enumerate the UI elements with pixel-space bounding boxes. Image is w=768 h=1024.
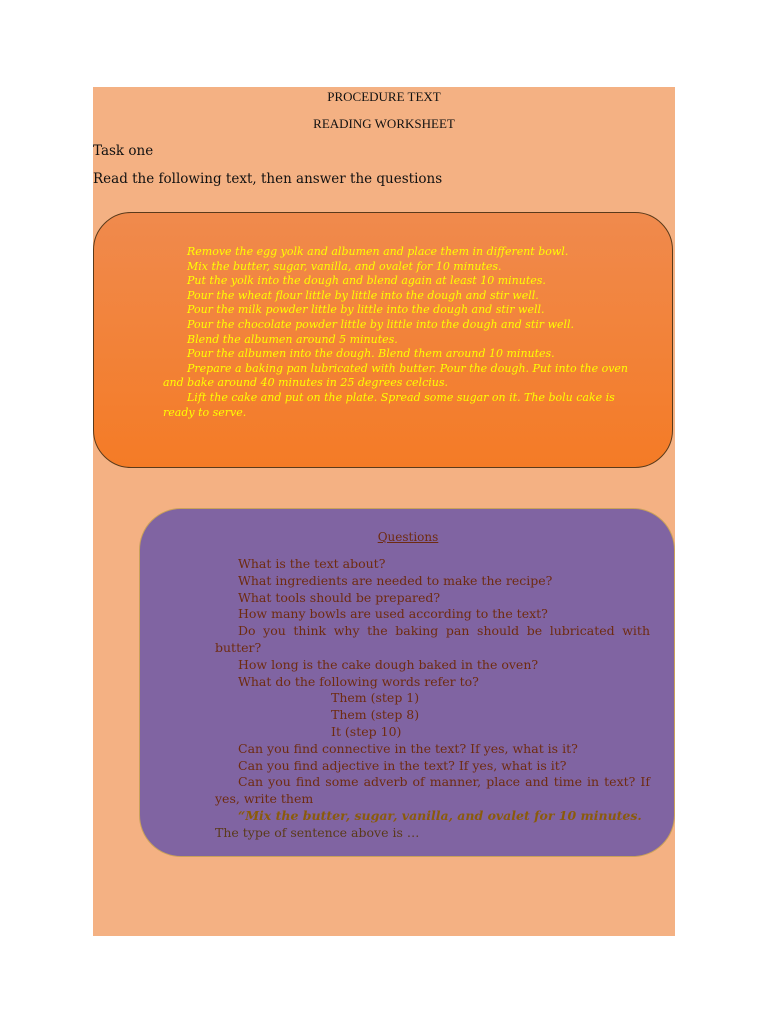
question-item: What do the following words refer to? bbox=[238, 673, 479, 689]
question-item: What ingredients are needed to make the recipe? bbox=[238, 572, 553, 588]
recipe-step: Prepare a baking pan lubricated with butter. Pour the dough. Put into the oven and bake around 40 minutes in 25 degrees celcius. bbox=[163, 361, 629, 390]
recipe-steps bbox=[163, 245, 643, 420]
final-question: The type of sentence above is … bbox=[215, 824, 420, 840]
question-item: Can you find adjective in the text? If yes, what is it? bbox=[238, 757, 567, 773]
reference-item: Them (step 1) bbox=[331, 690, 420, 706]
recipe-step: Mix the butter, sugar, vanilla, and ovalet for 10 minutes. bbox=[187, 259, 502, 273]
recipe-step: Remove the egg yolk and albumen and place them in different bowl. bbox=[187, 245, 569, 258]
questions-heading: Questions bbox=[377, 530, 439, 544]
task-label: Task one bbox=[93, 143, 154, 159]
recipe-step: Pour the chocolate powder little by little into the dough and stir well. bbox=[187, 317, 575, 331]
recipe-step: Pour the milk powder little by little into the dough and stir well. bbox=[187, 303, 545, 317]
reference-item: Them (step 8) bbox=[331, 707, 420, 723]
worksheet-page bbox=[93, 87, 675, 936]
recipe-step: Lift the cake and put on the plate. Spread some sugar on it. The bolu cake is ready to serve. bbox=[163, 390, 615, 419]
recipe-box bbox=[93, 212, 673, 468]
page-title: PROCEDURE TEXT bbox=[327, 89, 441, 104]
question-item: Can you find some adverb of manner, place and time in text? If yes, write them bbox=[215, 774, 650, 807]
question-item: How long is the cake dough baked in the oven? bbox=[238, 656, 539, 672]
recipe-step: Put the yolk into the dough and blend again at least 10 minutes. bbox=[187, 274, 546, 288]
question-item: What is the text about? bbox=[238, 556, 386, 571]
reference-item: It (step 10) bbox=[331, 723, 402, 739]
questions-box bbox=[139, 508, 675, 857]
recipe-step: Pour the wheat flour little by little into the dough and stir well. bbox=[187, 288, 539, 302]
quoted-sentence: “Mix the butter, sugar, vanilla, and ovalet for 10 minutes. bbox=[238, 807, 642, 823]
questions-list bbox=[215, 556, 650, 842]
question-item: How many bowls are used according to the text? bbox=[238, 606, 548, 622]
instruction-text: Read the following text, then answer the questions bbox=[93, 171, 443, 187]
question-item: What tools should be prepared? bbox=[238, 589, 441, 605]
recipe-step: Pour the albumen into the dough. Blend them around 10 minutes. bbox=[187, 347, 555, 361]
question-item: Can you find connective in the text? If yes, what is it? bbox=[238, 740, 578, 756]
recipe-step: Blend the albumen around 5 minutes. bbox=[187, 332, 398, 346]
page-subtitle: READING WORKSHEET bbox=[313, 116, 455, 131]
question-item: Do you think why the baking pan should be lubricated with butter? bbox=[215, 623, 650, 655]
